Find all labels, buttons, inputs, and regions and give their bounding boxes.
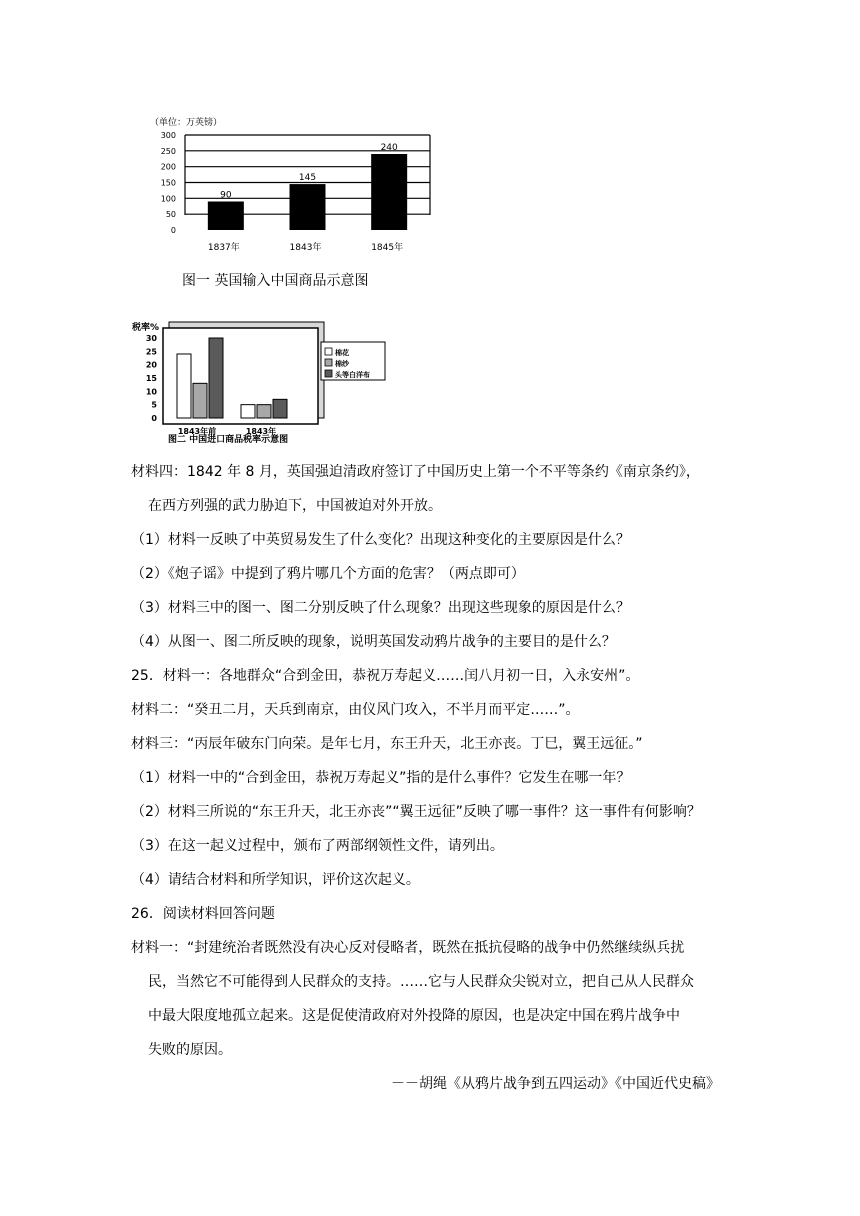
chart1-ytick-label: 100 bbox=[160, 194, 176, 204]
chart1-category-label: 1843年 bbox=[289, 243, 322, 253]
chart1-ytick-label: 300 bbox=[160, 131, 176, 140]
problem-26-material-line-3: 中最大限度地孤立起来。这是促使清政府对外投降的原因，也是决定中国在鸦片战争中 bbox=[148, 1008, 680, 1024]
chart1-category-label: 1837年 bbox=[207, 243, 240, 253]
chart1-bar bbox=[371, 154, 407, 230]
problem-25-question-4: （4）请结合材料和所学知识，评价这次起义。 bbox=[131, 872, 420, 888]
question-3: （3）材料三中的图一、图二分别反映了什么现象？出现这些现象的原因是什么？ bbox=[131, 600, 630, 616]
british-exports-chart bbox=[140, 110, 440, 260]
material-4-line-1: 材料四：1842 年 8 月，英国强迫清政府签订了中国历史上第一个不平等条约《南京条约》， bbox=[131, 464, 700, 480]
chart2-bar bbox=[241, 405, 255, 418]
chart1-data-label: 90 bbox=[220, 190, 232, 201]
chart2-ytick-label: 20 bbox=[145, 360, 157, 370]
problem-26-heading: 26．阅读材料回答问题 bbox=[131, 906, 275, 922]
question-2: （2）《炮子谣》中提到了鸦片哪几个方面的危害？（两点即可） bbox=[131, 566, 525, 582]
problem-26-material-line-1: 材料一：“封建统治者既然没有决心反对侵略者，既然在抵抗侵略的战争中仍然继续纵兵扰 bbox=[131, 940, 685, 956]
chart2-ytick-label: 10 bbox=[145, 387, 157, 397]
chart1-caption: 图一 英国输入中国商品示意图 bbox=[182, 273, 369, 289]
chart2-bar bbox=[209, 338, 223, 418]
chart2-category-label: 1843年前 bbox=[177, 427, 217, 436]
problem-25-material-1: 25．材料一：各地群众“合到金田，恭祝万寿起义……闰八月初一日，入永安州”。 bbox=[131, 668, 640, 684]
chart1-ytick-label: 250 bbox=[160, 146, 176, 156]
source-citation: －－胡绳《从鸦片战争到五四运动》《中国近代史稿》 bbox=[391, 1076, 720, 1092]
chart2-caption: 图二 中国进口商品税率示意图 bbox=[168, 435, 289, 445]
problem-25-question-3: （3）在这一起义过程中，颁布了两部纲领性文件，请列出。 bbox=[131, 838, 504, 854]
problem-25-question-1: （1）材料一中的“合到金田，恭祝万寿起义”指的是什么事件？它发生在哪一年？ bbox=[131, 770, 631, 786]
chart1-bar bbox=[290, 184, 326, 230]
chart1-ytick-label: 50 bbox=[165, 210, 176, 220]
chart1-unit-label: （单位：万英镑） bbox=[150, 118, 223, 128]
chart1-ytick-label: 150 bbox=[160, 178, 176, 188]
material-4-line-2: 在西方列强的武力胁迫下，中国被迫对外开放。 bbox=[148, 498, 442, 514]
chart2-ytick-label: 30 bbox=[145, 334, 157, 343]
chart2-bar bbox=[273, 399, 287, 418]
chart2-legend-label: 棉纱 bbox=[335, 360, 349, 368]
problem-26-material-line-2: 民，当然它不可能得到人民群众的支持。……它与人民群众尖锐对立，把自己从人民群众 bbox=[148, 974, 694, 990]
problem-25-material-3: 材料三：“丙辰年破东门向荣。是年七月，东王升天，北王亦丧。丁巳，翼王远征。” bbox=[131, 736, 643, 752]
chart2-legend-label: 头等白洋布 bbox=[335, 371, 370, 379]
chart2-bar bbox=[257, 405, 271, 418]
chart1-data-label: 145 bbox=[298, 173, 317, 184]
import-tax-rate-chart bbox=[128, 318, 390, 446]
chart1-ytick-label: 0 bbox=[170, 226, 176, 235]
chart2-ytick-label: 0 bbox=[151, 414, 157, 423]
question-1: （1）材料一反映了中英贸易发生了什么变化？出现这种变化的主要原因是什么？ bbox=[131, 532, 630, 548]
chart1-category-label: 1845年 bbox=[371, 243, 404, 253]
chart1-bar bbox=[208, 202, 244, 231]
chart2-ytick-label: 5 bbox=[151, 400, 157, 410]
chart2-ylabel: 税率% bbox=[132, 323, 160, 333]
chart2-ytick-label: 15 bbox=[145, 374, 157, 383]
problem-25-material-2: 材料二：“癸丑二月，天兵到南京，由仪风门攻入，不半月而平定……”。 bbox=[131, 702, 580, 718]
chart1-ytick-label: 200 bbox=[160, 162, 176, 172]
problem-26-material-line-4: 失败的原因。 bbox=[148, 1042, 232, 1058]
chart2-ytick-label: 25 bbox=[145, 347, 157, 357]
question-4: （4）从图一、图二所反映的现象，说明英国发动鸦片战争的主要目的是什么？ bbox=[131, 634, 616, 650]
chart2-category-label: 1843年 bbox=[245, 427, 277, 436]
problem-25-question-2: （2）材料三所说的“东王升天，北王亦丧”“翼王远征”反映了哪一事件？这一事件有何影响？ bbox=[131, 804, 701, 820]
chart2-legend-swatch bbox=[325, 359, 332, 366]
chart2-bar bbox=[177, 354, 191, 418]
chart2-legend-swatch bbox=[325, 370, 332, 377]
chart2-bar bbox=[193, 383, 207, 418]
chart2-legend-label: 棉花 bbox=[335, 349, 349, 357]
chart1-data-label: 240 bbox=[380, 143, 398, 153]
chart2-legend-swatch bbox=[325, 348, 332, 355]
